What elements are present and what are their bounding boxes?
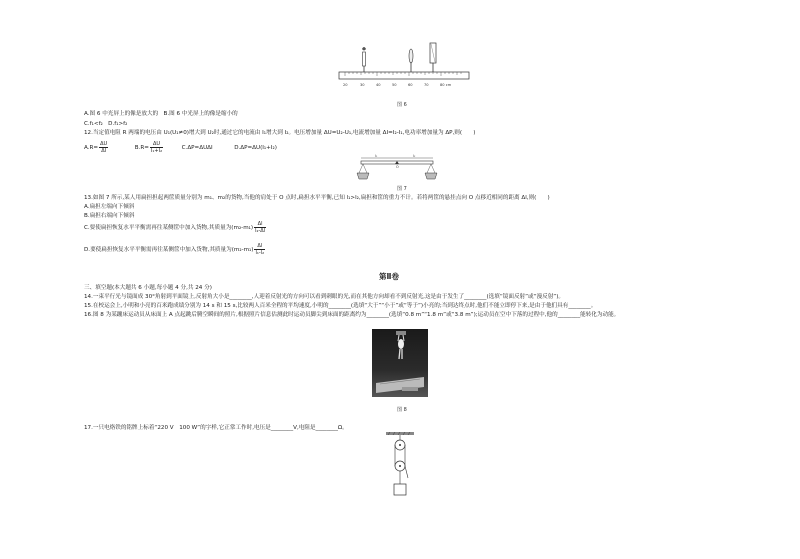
q16: 16.图 8 为某蹦床运动员从床面上 A 点起跳后腾空瞬间的照片,根据照片信息估测此时运动员脚尖到床面的距离约为________(选填“0.8 m”“1.8 m”或“3.8 m”);运动员在空中下落的过程中,他的________能转化为动能。	[84, 312, 620, 318]
q12-stem: 12.当定值电阻 R 两端的电压由 U₁(U₁≠0)增大到 U₂时,通过它的电流由 I₁增大到 I₂。电压增加量 ΔU=U₂-U₁,电流增加量 ΔI=I₂-I₁,电功率增加量为 ΔP,则( )	[84, 130, 476, 136]
q11-option-b: B.图 6 中光屏上的像是缩小的	[163, 111, 238, 117]
q11-option-a: A.图 6 中光屏上的像是放大的 B.图 6 中光屏上的像是缩小的	[84, 111, 238, 117]
figure-6-optical-bench	[335, 42, 475, 92]
q13-stem: 13.如图 7 所示,某人用扁担担起两筐质量分别为 m₁、m₂的货物,当他的肩处于 O 点时,扁担水平平衡,已知 l₁>l₂,扁担和筐的重力不计。若将两筐的悬挂点向 O 点移近相同的距离 Δl,则( )	[84, 195, 550, 201]
figure-7-carrying-pole	[355, 152, 445, 182]
tick-label: 80 cm	[440, 83, 452, 87]
figure-8-caption: 图 8	[397, 407, 407, 413]
tick-label: 30	[360, 83, 365, 87]
figure-7-caption: 图 7	[397, 186, 407, 192]
l1-mark: l₁	[375, 154, 378, 158]
l2-mark: l₂	[413, 154, 416, 158]
q13-option-c: C.要使扁担恢复水平平衡需再往某侧筐中加入货物,其质量为(m₂-m₁) $\frac{\Delta l}{\text{l₂-Δl}}$	[84, 221, 266, 234]
q12-option-a: A.R= $\frac{\Delta U}{\Delta I}$	[84, 141, 108, 154]
q12-options	[84, 141, 277, 155]
q11-option-c: C.f₁<f₂ D.f₁>f₂	[84, 121, 128, 127]
q13-option-d: D.要使扁担恢复水平平衡需再往某侧筐中加入货物,其质量为(m₂-m₁) $\frac{\Delta l}{\text{l₁-l₂}}$	[84, 243, 265, 256]
figure-6-caption: 图 6	[397, 102, 407, 108]
tick-label: 40	[376, 83, 381, 87]
q14: 14.一束平行光与镜面成 30°角射到平面镜上,反射角大小是________,人迎着反射光的方向可以看到刺眼的光,而在其他方向却看不到反射光,这是由于发生了________(选填“镜面反射”或“漫反射”)。	[84, 294, 564, 300]
o-point: O	[396, 165, 399, 169]
tick-label: 60	[408, 83, 413, 87]
part3-header: 三、填空题(本大题共 6 小题,每小题 4 分,共 24 分)	[84, 285, 212, 291]
q12-option-b: B.R= $\frac{\Delta U}{\text{I₁+I₂}}$	[134, 141, 163, 154]
q17: 17.一只电烙铁的铭牌上标着“220 V 100 W”的字样,它正常工作时,电压是________V,电阻是________Ω。	[84, 425, 348, 431]
q15: 15.在校运会上,小明和小亮的百米跑成绩分别为 14 s 和 15 s,比较两人百米全程的平均速度,小明的________(选填“大于”“小于”或“等于”)小亮的;当到达终点时,他们不能立即停下来,是由于他们具有________。	[84, 303, 597, 309]
pulley-figure	[380, 432, 420, 504]
tick-label: 70	[424, 83, 429, 87]
q13-option-a: A.扁担左端向下倾斜	[84, 204, 135, 210]
q13-option-b: B.扁担右端向下倾斜	[84, 213, 135, 219]
section-title: 第Ⅱ卷	[379, 272, 399, 281]
figure-8-trampoline-photo	[372, 329, 428, 397]
q12-option-d: D.ΔP=ΔU(I₁+I₂)	[234, 145, 277, 151]
tick-label: 50	[392, 83, 397, 87]
q11-option-d: D.f₁>f₂	[108, 121, 128, 127]
tick-label: 20	[343, 83, 348, 87]
q12-option-c: C.ΔP=ΔUΔI	[181, 145, 213, 151]
